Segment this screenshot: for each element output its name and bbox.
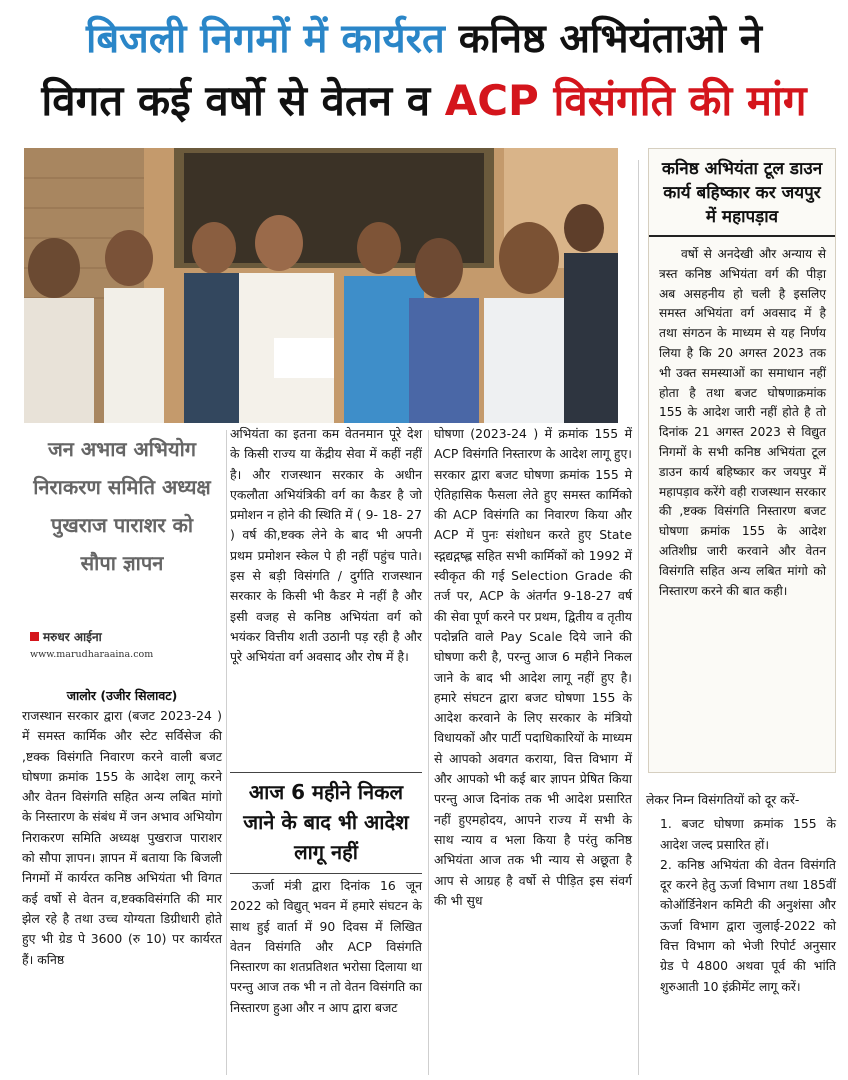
demand-item: 2. कनिष्ठ अभियंता की वेतन विसंगति दूर करने हेतु ऊर्जा विभाग तथा 185वीं कोऑर्डिनेशन कमिटी की अनुशंसा और ऊर्जा विभाग द्वारा जुलाई-2022 को वित्त विभाग को भेजी रिपोर्ट अनुसार ग्रेड पे 4800 अथवा पूर्व की भांति शुरुआती 10 इंक्रीमेंट लागू करें। [660, 856, 836, 994]
article-column-2b: ऊर्जा मंत्री द्वारा दिनांक 16 जून 2022 को विद्युत् भवन में हमारे संघटन के साथ हुई वार्ता में 90 दिवस में लिखित वेतन विसंगति और ACP विसंगति निस्तारण का शतप्रतिशत भरोसा दिलाया था परन्तु आज तक भी न तो वेतन विसंगति का निस्तारण हुआ और न आप द्वारा बजट [230, 878, 422, 1015]
group-memorandum-photo [24, 148, 618, 423]
brand-name: मरुधर आईना [43, 630, 102, 644]
headline-line-2-highlight: ACP विसंगति की मांग [444, 76, 807, 125]
headline-line-2 [0, 70, 848, 132]
mid-headline: आज 6 महीने निकल जाने के बाद भी आदेश लागू नहीं [230, 772, 422, 874]
column-divider [428, 430, 429, 1075]
article-column-2: अभियंता का इतना कम वेतनमान पूरे देश के किसी राज्य या केंद्रीय सेवा में कहीं नहीं है। और राजस्थान सरकार के अधीन एकलौता अभियंत्रिकी वर्ग का कैडर है जो प्रमोशन न होने की स्थिति में ( 9- 18- 27 ) वर्ष की,ष्टक्क लेने के बाद भी अपनी प्रथम प्रमोशन स्केल पे ही नहीं पहुंच पाते। इस से बड़ी विसंगति / दुर्गति राजस्थान सरकार के किसी भी कैडर मे नहीं है और इसी वजह से कनिष्ठ अभियंता वर्ग को भयंकर वित्तीय शती उठानी पड़ रही है और पूरे अभियंता वर्ग अवसाद और रोष में है। [230, 426, 422, 665]
headline-line-2-start: विगत कई वर्षो से वेतन व [41, 76, 431, 125]
headline-line-1-highlight: बिजली निगमों में कार्यरत [85, 16, 445, 62]
brand-name-row [30, 628, 214, 645]
headline-line-1 [0, 8, 848, 70]
dateline: जालोर (उजीर सिलावट) [66, 688, 178, 703]
brand [30, 628, 214, 660]
article-column-4 [646, 790, 836, 997]
article-column-1: राजस्थान सरकार द्वारा (बजट 2023-24 ) में समस्त कार्मिक और स्टेट सर्विसेज की ,ष्टक्क विसंगति निवारण करने वाली बजट घोषणा क्रमांक 155 के आदेश लागू करने और वेतन विसंगति सहित अन्य लबित मांगो के निस्तारण के संबंध में जन अभाव अभियोग निराकरण समिति अध्यक्ष पुखराज पाराशर को सौपा ज्ञापन। ज्ञापन में बताया कि बिजली निगमों में कार्यरत कनिष्ठ अभियंता भी विगत कई वर्षो से वेतन व,ष्टक्कविसंगति की मार झेल रहे है तथा उच्च योग्यता डिग्रीधारी होते हुए भी ग्रेड पे 3600 (रु 10) पर कार्यरत हैं। कनिष्ठ [22, 708, 222, 967]
brand-url: www.marudharaaina.com [30, 649, 154, 660]
demand-item: 1. बजट घोषणा क्रमांक 155 के आदेश जल्द प्रसारित हों। [660, 816, 836, 852]
demands-intro: लेकर निम्न विसंगतियों को दूर करें- [646, 792, 800, 807]
news-photo [24, 148, 618, 423]
headline-line-1-rest: कनिष्ठ अभियंताओ ने [458, 16, 762, 62]
brand-square-icon [30, 632, 39, 641]
headline [0, 0, 848, 140]
subheadline: जन अभाव अभियोग निराकरण समिति अध्यक्ष पुखराज पाराशर को सौपा ज्ञापन [33, 437, 211, 575]
sidebar-body: वर्षो से अनदेखी और अन्याय से त्रस्त कनिष्ठ अभियंता वर्ग की पीड़ा अब असहनीय हो चली है इसलिए समस्त अभियंता वर्ग अवसाद में है तथा संगठन के माध्यम से यह निर्णय लिया है कि 20 अगस्त 2023 तक भी उक्त समस्याओं का समाधान नहीं होता है तथा बजट घोषणाक्रमांक 155 के आदेश जारी नहीं होते है तो दिनांक 21 अगस्त 2023 से विद्युत निगमों के सभी कनिष्ठ अभियंता टूल डाउन कार्य बहिष्कार कर जयपुर में महापड़ाव करेंगे वही राजस्थान सरकार की ,ष्टक्क विसंगति निस्तारण बजट घोषणा क्रमांक 155 के आदेश अतिशीघ्र जारी करवाने और वेतन विसंगति सहित अन्य लबित मांगो को निस्तारण करने की बात कही। [659, 247, 826, 598]
column-divider [226, 430, 227, 1075]
sidebar-title: कनिष्ठ अभियंता टूल डाउन कार्य बहिष्कार कर जयपुर में महापड़ाव [649, 149, 835, 237]
column-divider [638, 160, 639, 1075]
article-column-3: घोषणा (2023-24 ) में क्रमांक 155 में ACP विसंगति निस्तारण के आदेश लागू हुए। सरकार द्वारा बजट घोषणा क्रमांक 155 मे ऐतिहासिक फैसला लेते हुए समस्त कार्मिको की ACP विसंगति का निवारण किया और ACP में पुनः संशोधन करते हुए State स्द्गद्यद्गष्ह्ल सहित सभी कार्मिकों को 1992 में स्वीकृत की गई Selection Grade की तर्ज पर, ACP के अंतर्गत 9-18-27 वर्ष की सेवा पूर्ण करने पर प्रथम, द्वितीय व तृतीय पदोन्नति वाले Pay Scale दिये जाने की घोषणा करी है, परन्तु आज 6 महीने निकल जाने के बाद भी आदेश लागू नहीं हुए है। हमारे संघटन द्वारा बजट घोषणा 155 के आदेश करवाने के लिए सरकार के मंत्रियो विधायकों और पार्टी पदाधिकारियों के माध्यम से आपको अवगत कराया, वित्त विभाग में और आपको भी कई बार ज्ञापन प्रेषित किया परन्तु आज दिनांक तक भी आदेश प्रसारित नहीं हुएमहोदय, आपने राज्य में सभी के साथ न्याय व भला किया है परंतु कनिष्ठ अभियंता आज तक भी न्याय से अछूता है आप से आग्रह है वर्षो से पीड़ित इस संवर्ग की भी सुध [434, 426, 632, 908]
sidebar-box [648, 148, 836, 773]
